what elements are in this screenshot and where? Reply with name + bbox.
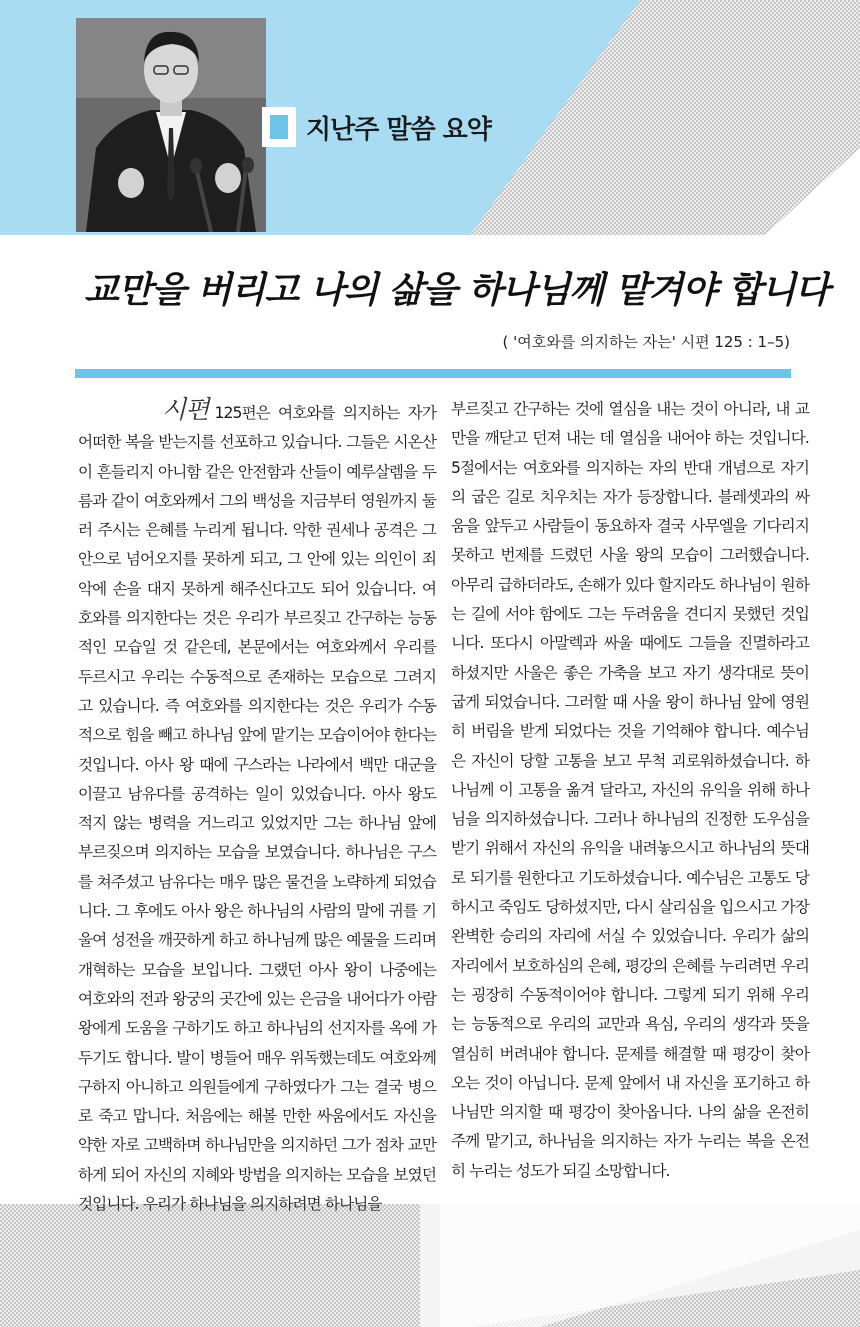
body-column-right	[451, 395, 809, 1186]
section-label-text: 지난주 말씀 요약	[306, 114, 491, 145]
body-text-right: 부르짖고 간구하는 것에 열심을 내는 것이 아니라, 내 교만을 깨닫고 던져 내는 데 열심을 내어야 하는 것입니다. 5절에서는 여호와를 의지하는 자의 반대 개념으로 자기의 굽은 길로 치우치는 자가 등장합니다. 블레셋과의 싸움을 앞두고 사람들이 동요하자 결국 사무엘을 기다리지 못하고 번제를 드렸던 사울 왕의 모습이 그러했습니다. 아무리 급하더라도, 손해가 있다 할지라도 하나님이 원하는 길에 서야 함에도 그는 두려움을 견디지 못했던 것입니다. 또다시 아말렉과 싸울 때에도 그들을 진멸하라고 하셨지만 사울은 좋은 가축을 보고 자기 생각대로 뜻이 굽게 되었습니다. 그러할 때 사울 왕이 하나님 앞에 영원히 버림을 받게 되었다는 것을 기억해야 합니다. 예수님은 자신이 당할 고통을 보고 무척 괴로워하셨습니다. 하나님께 이 고통을 옮겨 달라고, 자신의 유익을 위해 하나님을 의지하셨습니다. 그러나 하나님의 진정한 도우심을 받기 위해서 자신의 유익을 내려놓으시고 하나님의 뜻대로 되기를 원한다고 기도하셨습니다. 예수님은 고통도 당하시고 죽임도 당하셨지만, 다시 살리심을 입으시고 가장 완벽한 승리의 자리에 서실 수 있었습니다. 우리가 삶의 자리에서 보호하심의 은혜, 평강의 은혜를 누리려면 우리는 굉장히 수동적이어야 합니다. 그렇게 되기 위해 우리는 능동적으로 우리의 교만과 욕심, 우리의 생각과 뜻을 열심히 버려내야 합니다. 문제를 해결할 때 평강이 찾아오는 것이 아닙니다. 문제 앞에서 내 자신을 포기하고 하나님만 의지할 때 평강이 찾아옵니다. 나의 삶을 온전히 주께 맡기고, 하나님을 의지하는 자가 누리는 복을 온전히 누리는 성도가 되길 소망합니다.	[451, 400, 809, 1180]
pastor-photo	[76, 18, 266, 232]
sermon-title: 교만을 버리고 나의 삶을 하나님께 맡겨야 합니다	[84, 269, 829, 311]
scripture-reference: ( '여호와를 의지하는 자는' 시편 125 : 1–5)	[502, 333, 790, 351]
section-label	[262, 104, 491, 150]
body-column-left	[78, 395, 436, 1219]
body-text-left: 125편은 여호와를 의지하는 자가 어떠한 복을 받는지를 선포하고 있습니다. 그들은 시온산이 흔들리지 아니함 같은 안전함과 산들이 예루살렘을 두름과 같이 여호와께서 그의 백성을 지금부터 영원까지 둘러 주시는 은혜를 누리게 됩니다. 악한 권세나 공격은 그 안으로 넘어오지를 못하게 되고, 그 안에 있는 의인이 죄악에 손을 대지 못하게 해주신다고도 되어 있습니다. 여호와를 의지한다는 것은 우리가 부르짖고 간구하는 능동적인 모습일 것 같은데, 본문에서는 여호와께서 우리를 두르시고 우리는 수동적으로 존재하는 모습으로 그려지고 있습니다. 즉 여호와를 의지한다는 것은 우리가 수동적으로 힘을 빼고 하나님 앞에 맡기는 모습이어야 한다는 것입니다. 아사 왕 때에 구스라는 나라에서 백만 대군을 이끌고 남유다를 공격하는 일이 있었습니다. 아사 왕도 적지 않는 병력을 거느리고 있었지만 그는 하나님 앞에 부르짖으며 의지하는 모습을 보였습니다. 하나님은 구스를 쳐주셨고 남유다는 매우 많은 물건을 노략하게 되었습니다. 그 후에도 아사 왕은 하나님의 사람의 말에 귀를 기울여 성전을 깨끗하게 하고 하나님께 많은 예물을 드리며 개혁하는 모습을 보입니다. 그랬던 아사 왕이 나중에는 여호와의 전과 왕궁의 곳간에 있는 은금을 내어다가 아람 왕에게 도움을 구하기도 하고 하나님의 선지자를 옥에 가두기도 합니다. 발이 병들어 매우 위독했는데도 여호와께 구하지 아니하고 의원들에게 구하였다가 그는 결국 병으로 죽고 맙니다. 처음에는 해볼 만한 싸움에서도 자신을 약한 자로 고백하며 하나님만을 의지하던 그가 점차 교만하게 되어 자신의 지혜와 방법을 의지하는 모습을 보였던 것입니다. 우리가 하나님을 의지하려면 하나님을	[78, 404, 436, 1214]
label-marker-icon	[262, 107, 296, 147]
title-divider	[75, 369, 791, 378]
lead-word: 시편	[162, 395, 209, 424]
